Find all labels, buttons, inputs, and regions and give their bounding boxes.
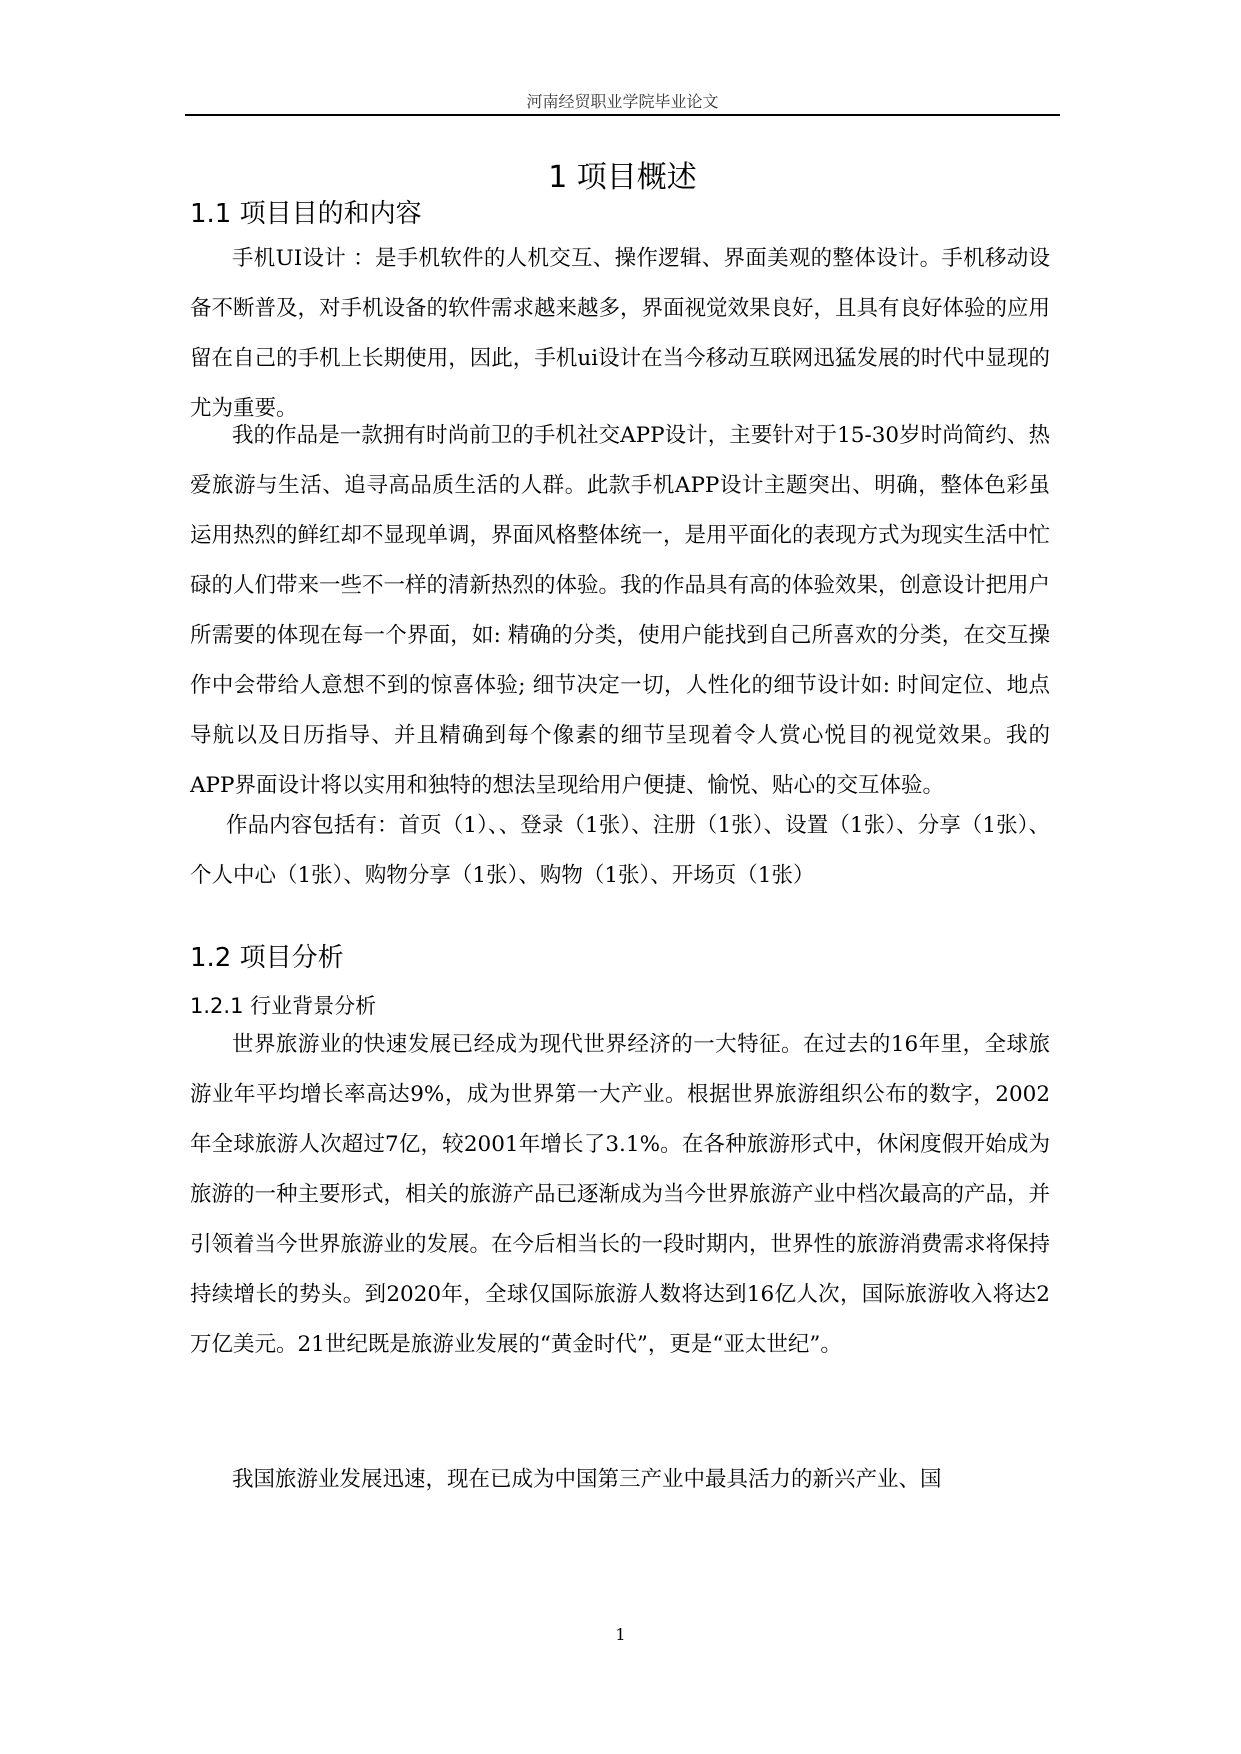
paragraph-work-description: 我的作品是一款拥有时尚前卫的手机社交APP设计，主要针对于15-30岁时尚简约、热爱旅游与生活、追寻高品质生活的人群。此款手机APP设计主题突出、明确，整体色彩虽运用热烈的鲜红却不显现单调，界面风格整体统一，是用平面化的表现方式为现实生活中忙碌的人们带来一些不一样的清新热烈的体验。我的作品具有高的体验效果，创意设计把用户所需要的体现在每一个界面，如: 精确的分类，使用户能找到自己所喜欢的分类，在交互操作中会带给人意想不到的惊喜体验; 细节决定一切，人性化的细节设计如: 时间定位、地点导航以及日历指导、并且精确到每个像素的细节呈现着令人赏心悦目的视觉效果。我的APP界面设计将以实用和独特的想法呈现给用户便捷、愉悦、贴心的交互体验。 <box>190 423 1051 798</box>
paragraph-work-contents: 作品内容包括有：首页（1）、、登录（1张）、注册（1张）、设置（1张）、分享（1张）、个人中心（1张）、购物分享（1张）、购物（1张）、开场页（1张） <box>190 813 1050 888</box>
paragraph-china-tourism: 我国旅游业发展迅速，现在已成为中国第三产业中最具活力的新兴产业、国 <box>232 1467 942 1492</box>
header-divider <box>185 114 1060 116</box>
chapter-title: 1 项目概述 <box>548 160 697 195</box>
paragraph-ui-design: 手机UI设计 ：是手机软件的人机交互、操作逻辑、界面美观的整体设计。手机移动设备不断普及，对手机设备的软件需求越来越多，界面视觉效果良好，且具有良好体验的应用留在自己的手机上长期使用，因此，手机ui设计在当今移动互联网迅猛发展的时代中显现的尤为重要。 <box>190 246 1051 421</box>
page-number: 1 <box>615 1625 626 1644</box>
section-heading-1-1: 1.1 项目目的和内容 <box>190 199 422 229</box>
paragraph-industry-background: 世界旅游业的快速发展已经成为现代世界经济的一大特征。在过去的16年里，全球旅游业年平均增长率高达9%，成为世界第一大产业。根据世界旅游组织公布的数字，2002年全球旅游人次超过7亿，较2001年增长了3.1%。在各种旅游形式中，休闲度假开始成为旅游的一种主要形式，相关的旅游产品已逐渐成为当今世界旅游产业中档次最高的产品，并引领着当今世界旅游业的发展。在今后相当长的一段时期内，世界性的旅游消费需求将保持持续增长的势头。到2020年，全球仅国际旅游人数将达到16亿人次，国际旅游收入将达2万亿美元。21世纪既是旅游业发展的“黄金时代”，更是“亚太世纪”。 <box>190 1032 1051 1357</box>
running-header: 河南经贸职业学院毕业论文 <box>526 92 719 111</box>
subsection-heading-1-2-1: 1.2.1 行业背景分析 <box>190 994 377 1018</box>
section-heading-1-2: 1.2 项目分析 <box>190 943 344 973</box>
